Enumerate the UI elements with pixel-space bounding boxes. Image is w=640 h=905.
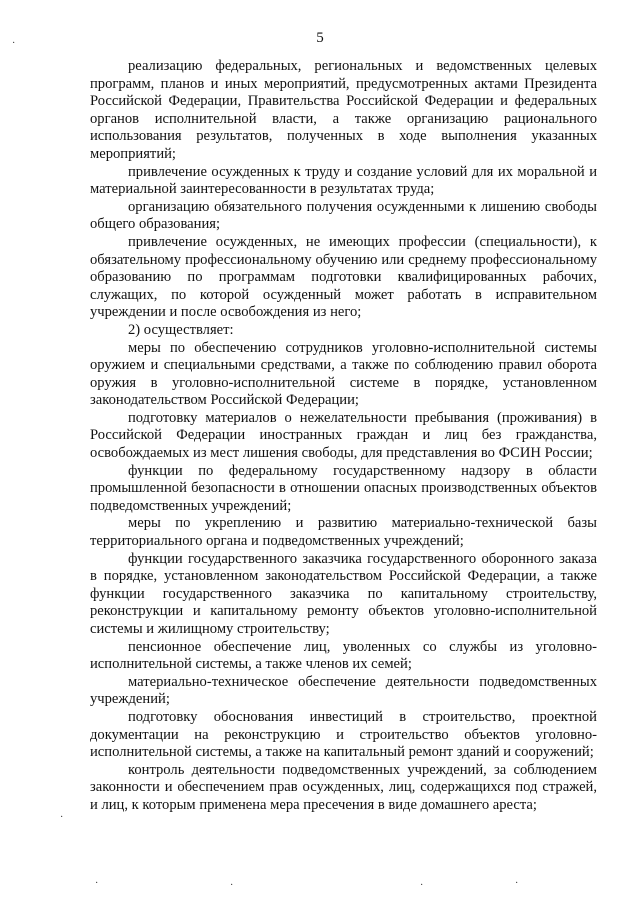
scan-speck: · <box>60 812 64 823</box>
paragraph-7: подготовку материалов о нежелательности пребывания (проживания) в Российской Федерации иностранных граждан и лиц без гражданства, освобождаемых из мест лишения свободы, для представления во ФСИН России; <box>90 409 597 462</box>
scan-speck: · <box>230 880 234 891</box>
paragraph-14: контроль деятельности подведомственных учреждений, за соблюдением законности и обеспечением прав осужденных, лиц, содержащихся под стражей, и лиц, к которым применена мера пресечения в виде домашнего ареста; <box>90 761 597 813</box>
scan-speck: · <box>12 38 16 49</box>
paragraph-4: привлечение осужденных, не имеющих профессии (специальности), к обязательному профессиональному обучению или среднему профессиональному образованию по программам подготовки квалифицированных рабочих, служащих, по которой осужденный может работать в исправительном учреждении и после освобождения из него; <box>90 233 597 321</box>
paragraph-5: 2) осуществляет: <box>128 321 234 338</box>
paragraph-2: привлечение осужденных к труду и создание условий для их моральной и материальной заинтересованности в результатах труда; <box>90 163 597 198</box>
paragraph-6: меры по обеспечению сотрудников уголовно-исполнительной системы оружием и специальными средствами, а также по соблюдению правил оборота оружия в уголовно-исполнительной системе в порядке, установленном законодательством Российской Федерации; <box>90 339 597 409</box>
paragraph-13: подготовку обоснования инвестиций в строительство, проектной документации на реконструкцию и строительство объектов уголовно-исполнительной системы, а также на капитальный ремонт зданий и сооружений; <box>90 708 597 761</box>
paragraph-3: организацию обязательного получения осужденными к лишению свободы общего образования; <box>90 198 597 233</box>
scan-speck: · <box>95 878 99 889</box>
scan-speck: · <box>515 878 519 889</box>
paragraph-8: функции по федеральному государственному надзору в области промышленной безопасности в отношении опасных производственных объектов подведомственных учреждений; <box>90 462 597 514</box>
paragraph-10: функции государственного заказчика государственного оборонного заказа в порядке, установленном законодательством Российской Федерации, а также функции государственного заказчика по капитальному строительству, реконструкции и капитальному ремонту объектов уголовно-исполнительной системы и жилищному строительству; <box>90 550 597 637</box>
page-number: 5 <box>316 30 324 46</box>
scan-speck: · <box>420 880 424 891</box>
paragraph-12: материально-техническое обеспечение деятельности подведомственных учреждений; <box>90 673 597 708</box>
body-text <box>90 58 597 815</box>
paragraph-1: реализацию федеральных, региональных и ведомственных целевых программ, планов и иных мероприятий, предусмотренных актами Президента Российской Федерации, Правительства Российской Федерации и федеральных органов исполнительной власти, а также организацию рационального использования результатов, полученных в ходе выполнения указанных мероприятий; <box>90 58 597 162</box>
paragraph-11: пенсионное обеспечение лиц, уволенных со службы из уголовно-исполнительной системы, а также членов их семей; <box>90 638 597 673</box>
paragraph-9: меры по укреплению и развитию материально-технической базы территориального органа и подведомственных учреждений; <box>90 515 597 550</box>
